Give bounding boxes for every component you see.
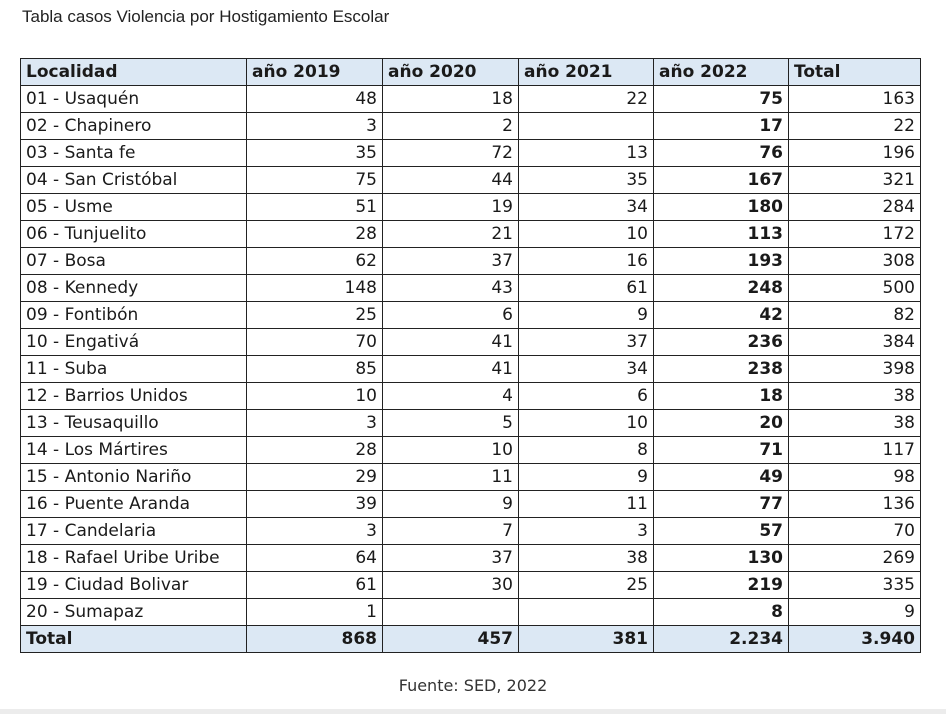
row-value-cell: 113 (654, 221, 789, 248)
row-localidad-cell: 04 - San Cristóbal (21, 167, 247, 194)
row-value-cell: 384 (789, 329, 921, 356)
row-value-cell: 11 (519, 491, 654, 518)
row-localidad-cell: 08 - Kennedy (21, 275, 247, 302)
row-value-cell: 11 (383, 464, 519, 491)
row-value-cell: 10 (519, 410, 654, 437)
table-row (21, 248, 921, 275)
row-localidad-cell: 16 - Puente Aranda (21, 491, 247, 518)
row-value-cell: 1 (247, 599, 383, 626)
row-localidad-cell: 12 - Barrios Unidos (21, 383, 247, 410)
row-value-cell: 500 (789, 275, 921, 302)
row-value-cell: 398 (789, 356, 921, 383)
row-value-cell: 136 (789, 491, 921, 518)
row-value-cell: 37 (383, 545, 519, 572)
table-row (21, 491, 921, 518)
total-value-cell: 868 (247, 626, 383, 653)
row-value-cell: 9 (519, 302, 654, 329)
row-value-cell: 10 (247, 383, 383, 410)
table-row (21, 167, 921, 194)
bottom-divider (0, 709, 946, 714)
row-value-cell: 41 (383, 329, 519, 356)
row-value-cell: 57 (654, 518, 789, 545)
row-value-cell: 4 (383, 383, 519, 410)
table-row (21, 464, 921, 491)
row-value-cell: 8 (654, 599, 789, 626)
row-value-cell: 41 (383, 356, 519, 383)
table-row (21, 518, 921, 545)
row-localidad-cell: 20 - Sumapaz (21, 599, 247, 626)
row-value-cell: 16 (519, 248, 654, 275)
row-value-cell: 117 (789, 437, 921, 464)
row-value-cell: 64 (247, 545, 383, 572)
row-value-cell: 22 (789, 113, 921, 140)
row-value-cell: 335 (789, 572, 921, 599)
row-localidad-cell: 14 - Los Mártires (21, 437, 247, 464)
row-localidad-cell: 11 - Suba (21, 356, 247, 383)
row-localidad-cell: 15 - Antonio Nariño (21, 464, 247, 491)
table-row (21, 302, 921, 329)
row-value-cell: 34 (519, 356, 654, 383)
row-value-cell: 38 (789, 383, 921, 410)
total-label-cell: Total (21, 626, 247, 653)
row-localidad-cell: 13 - Teusaquillo (21, 410, 247, 437)
row-value-cell: 8 (519, 437, 654, 464)
total-value-cell: 457 (383, 626, 519, 653)
row-value-cell: 25 (519, 572, 654, 599)
table-row (21, 410, 921, 437)
row-value-cell: 30 (383, 572, 519, 599)
row-value-cell: 10 (519, 221, 654, 248)
row-value-cell: 70 (789, 518, 921, 545)
row-value-cell: 284 (789, 194, 921, 221)
row-value-cell: 19 (383, 194, 519, 221)
row-localidad-cell: 09 - Fontibón (21, 302, 247, 329)
header-year-2022: año 2022 (654, 59, 789, 86)
table-row (21, 356, 921, 383)
row-value-cell: 6 (383, 302, 519, 329)
row-localidad-cell: 05 - Usme (21, 194, 247, 221)
row-value-cell: 9 (519, 464, 654, 491)
row-value-cell (383, 599, 519, 626)
table-row (21, 572, 921, 599)
row-value-cell: 37 (519, 329, 654, 356)
table-row (21, 86, 921, 113)
row-value-cell: 34 (519, 194, 654, 221)
row-value-cell: 76 (654, 140, 789, 167)
row-value-cell: 269 (789, 545, 921, 572)
row-value-cell: 72 (383, 140, 519, 167)
row-value-cell: 167 (654, 167, 789, 194)
row-value-cell: 18 (654, 383, 789, 410)
row-value-cell: 70 (247, 329, 383, 356)
header-year-2020: año 2020 (383, 59, 519, 86)
row-localidad-cell: 02 - Chapinero (21, 113, 247, 140)
row-value-cell: 236 (654, 329, 789, 356)
row-value-cell: 61 (247, 572, 383, 599)
total-value-cell: 2.234 (654, 626, 789, 653)
header-total: Total (789, 59, 921, 86)
row-value-cell: 75 (654, 86, 789, 113)
row-localidad-cell: 10 - Engativá (21, 329, 247, 356)
row-value-cell: 49 (654, 464, 789, 491)
row-value-cell: 3 (247, 518, 383, 545)
row-value-cell: 29 (247, 464, 383, 491)
row-value-cell: 39 (247, 491, 383, 518)
row-value-cell: 43 (383, 275, 519, 302)
table-row (21, 383, 921, 410)
row-value-cell: 5 (383, 410, 519, 437)
table-row (21, 329, 921, 356)
table-row (21, 545, 921, 572)
table-row (21, 599, 921, 626)
row-value-cell: 75 (247, 167, 383, 194)
row-value-cell: 20 (654, 410, 789, 437)
row-value-cell: 25 (247, 302, 383, 329)
row-value-cell: 17 (654, 113, 789, 140)
row-value-cell: 98 (789, 464, 921, 491)
row-value-cell: 71 (654, 437, 789, 464)
row-value-cell: 7 (383, 518, 519, 545)
row-value-cell: 61 (519, 275, 654, 302)
row-value-cell: 35 (247, 140, 383, 167)
source-caption: Fuente: SED, 2022 (398, 676, 548, 695)
row-localidad-cell: 01 - Usaquén (21, 86, 247, 113)
page-title: Tabla casos Violencia por Hostigamiento Escolar (22, 7, 390, 26)
data-table (20, 58, 921, 653)
row-value-cell: 51 (247, 194, 383, 221)
row-value-cell: 196 (789, 140, 921, 167)
row-value-cell: 82 (789, 302, 921, 329)
row-value-cell: 321 (789, 167, 921, 194)
row-value-cell: 180 (654, 194, 789, 221)
row-value-cell: 6 (519, 383, 654, 410)
row-value-cell: 163 (789, 86, 921, 113)
row-value-cell: 37 (383, 248, 519, 275)
row-value-cell: 42 (654, 302, 789, 329)
header-localidad: Localidad (21, 59, 247, 86)
row-value-cell: 13 (519, 140, 654, 167)
table-row (21, 221, 921, 248)
row-value-cell: 18 (383, 86, 519, 113)
row-value-cell: 219 (654, 572, 789, 599)
row-value-cell: 28 (247, 221, 383, 248)
total-value-cell: 3.940 (789, 626, 921, 653)
row-value-cell: 148 (247, 275, 383, 302)
row-value-cell: 308 (789, 248, 921, 275)
row-value-cell (519, 599, 654, 626)
row-value-cell: 38 (519, 545, 654, 572)
table-row (21, 140, 921, 167)
row-value-cell: 172 (789, 221, 921, 248)
row-value-cell: 22 (519, 86, 654, 113)
table-row (21, 275, 921, 302)
row-value-cell: 3 (247, 410, 383, 437)
table-header-row (21, 59, 921, 86)
row-value-cell: 38 (789, 410, 921, 437)
row-value-cell: 21 (383, 221, 519, 248)
row-localidad-cell: 18 - Rafael Uribe Uribe (21, 545, 247, 572)
row-value-cell: 238 (654, 356, 789, 383)
total-row (21, 626, 921, 653)
table-row (21, 113, 921, 140)
row-value-cell: 2 (383, 113, 519, 140)
row-value-cell: 44 (383, 167, 519, 194)
row-value-cell: 3 (247, 113, 383, 140)
header-year-2021: año 2021 (519, 59, 654, 86)
row-value-cell: 248 (654, 275, 789, 302)
row-value-cell (519, 113, 654, 140)
row-value-cell: 9 (383, 491, 519, 518)
row-localidad-cell: 19 - Ciudad Bolivar (21, 572, 247, 599)
row-value-cell: 9 (789, 599, 921, 626)
row-value-cell: 10 (383, 437, 519, 464)
row-localidad-cell: 06 - Tunjuelito (21, 221, 247, 248)
row-localidad-cell: 07 - Bosa (21, 248, 247, 275)
row-localidad-cell: 17 - Candelaria (21, 518, 247, 545)
table-row (21, 437, 921, 464)
row-localidad-cell: 03 - Santa fe (21, 140, 247, 167)
table-row (21, 194, 921, 221)
row-value-cell: 62 (247, 248, 383, 275)
row-value-cell: 35 (519, 167, 654, 194)
row-value-cell: 193 (654, 248, 789, 275)
row-value-cell: 48 (247, 86, 383, 113)
row-value-cell: 130 (654, 545, 789, 572)
row-value-cell: 85 (247, 356, 383, 383)
row-value-cell: 28 (247, 437, 383, 464)
row-value-cell: 3 (519, 518, 654, 545)
row-value-cell: 77 (654, 491, 789, 518)
total-value-cell: 381 (519, 626, 654, 653)
header-year-2019: año 2019 (247, 59, 383, 86)
